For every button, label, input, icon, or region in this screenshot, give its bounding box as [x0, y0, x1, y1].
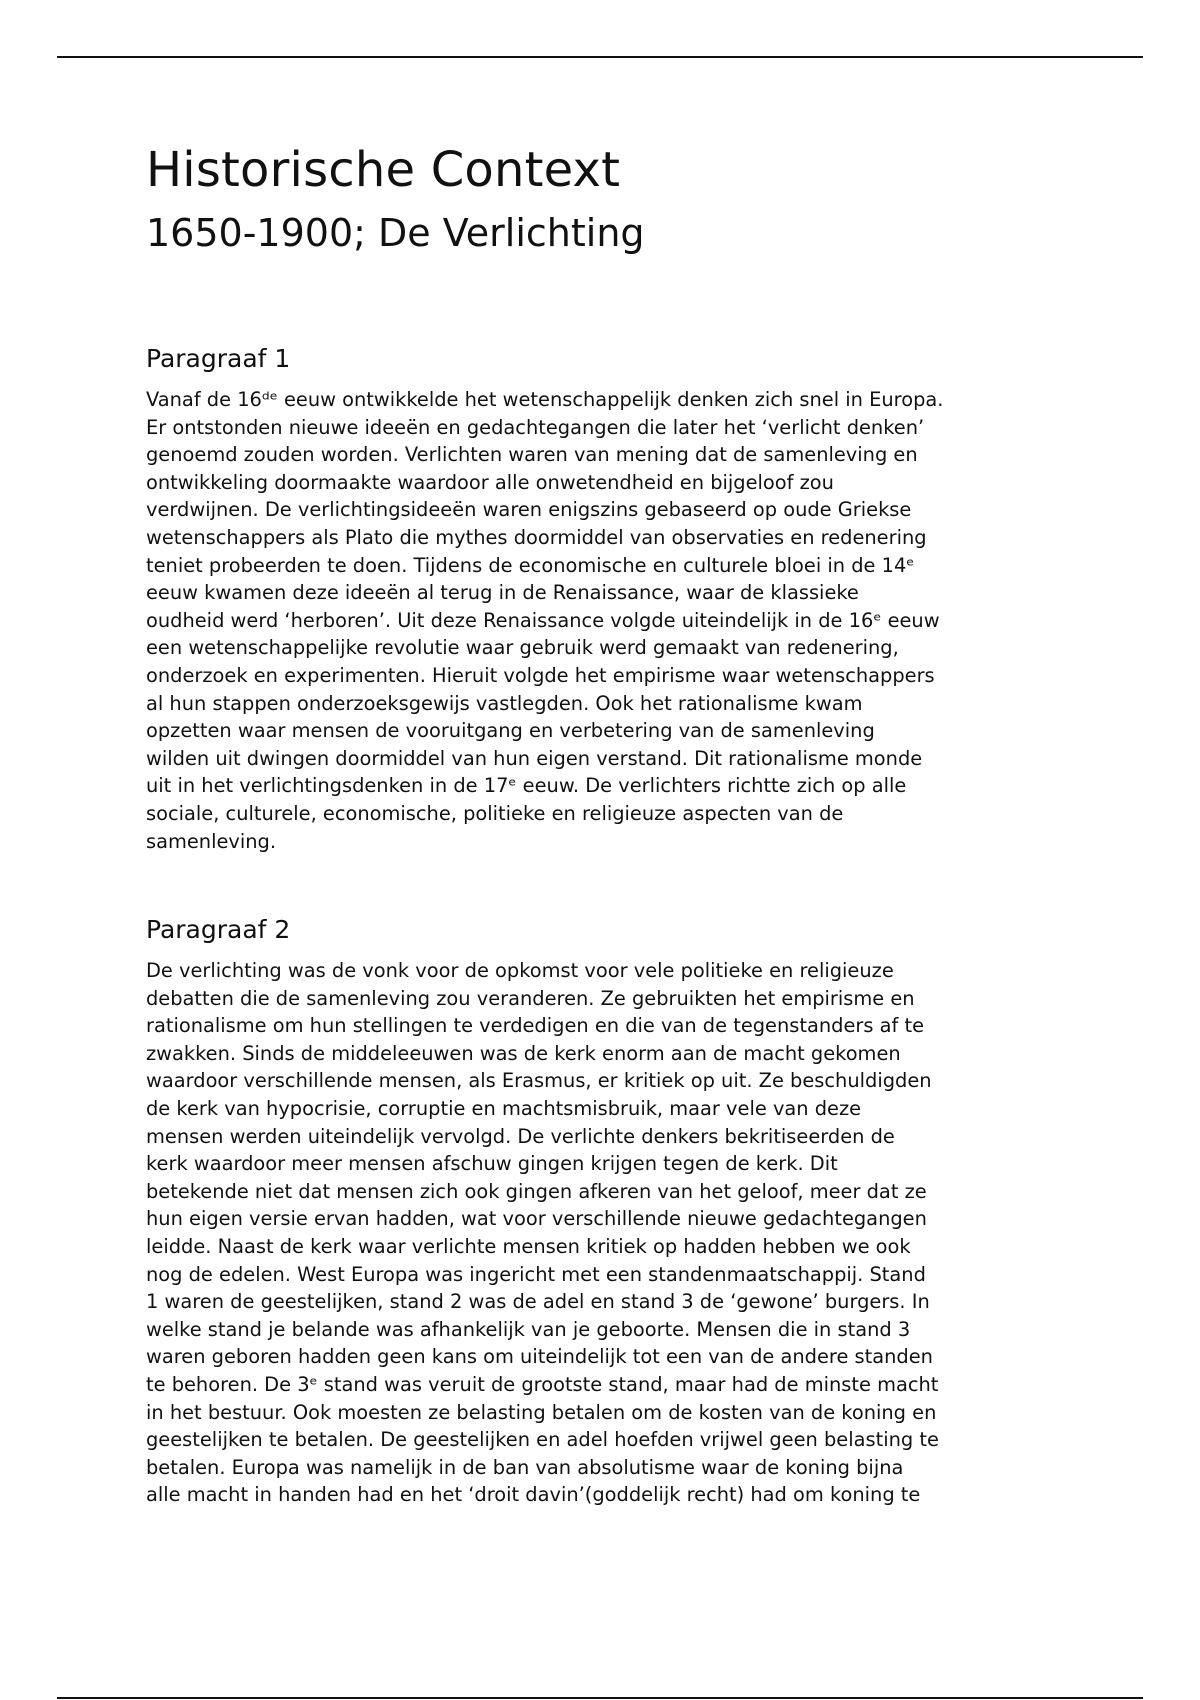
- bottom-rule: [57, 1697, 1143, 1699]
- page-subtitle: 1650-1900; De Verlichting: [146, 211, 645, 255]
- section-body-paragraaf-1: Vanaf de 16ᵈᵉ eeuw ontwikkelde het wetenschappelijk denken zich snel in Europa. Er ontstonden nieuwe ideeën en gedachtegangen die later het ‘verlicht denken’ genoemd zouden worden. Verlichten waren van mening dat de samenleving en ontwikkeling doormaakte waardoor alle onwetendheid en bijgeloof zou verdwijnen. De verlichtingsideeën waren enigszins gebaseerd op oude Griekse wetenschappers als Plato die mythes doormiddel van observaties en redenering teniet probeerden te doen. Tijdens de economische en culturele bloei in de 14ᵉ eeuw kwamen deze ideeën al terug in de Renaissance, waar de klassieke oudheid werd ‘herboren’. Uit deze Renaissance volgde uiteindelijk in de 16ᵉ eeuw een wetenschappelijke revolutie waar gebruik werd gemaakt van redenering, onderzoek en experimenten. Hieruit volgde het empirisme waar wetenschappers al hun stappen onderzoeksgewijs vastlegden. Ook het rationalisme kwam opzetten waar mensen de vooruitgang en verbetering van de samenleving wilden uit dwingen doormiddel van hun eigen verstand. Dit rationalisme monde uit in het verlichtingsdenken in de 17ᵉ eeuw. De verlichters richtte zich op alle sociale, culturele, economische, politieke en religieuze aspecten van de samenleving.: [146, 388, 944, 853]
- section-heading-paragraaf-1: Paragraaf 1: [146, 344, 291, 373]
- document-body: [146, 138, 1066, 1509]
- page-title: Historische Context: [146, 142, 621, 198]
- section-body-paragraaf-2: De verlichting was de vonk voor de opkomst voor vele politieke en religieuze debatten die de samenleving zou veranderen. Ze gebruikten het empirisme en rationalisme om hun stellingen te verdedigen en die van de tegenstanders af te zwakken. Sinds de middeleeuwen was de kerk enorm aan de macht gekomen waardoor verschillende mensen, als Erasmus, er kritiek op uit. Ze beschuldigden de kerk van hypocrisie, corruptie en machtsmisbruik, maar vele van deze mensen werden uiteindelijk vervolgd. De verlichte denkers bekritiseerden de kerk waardoor meer mensen afschuw gingen krijgen tegen de kerk. Dit betekende niet dat mensen zich ook gingen afkeren van het geloof, meer dat ze hun eigen versie ervan hadden, wat voor verschillende nieuwe gedachtegangen leidde. Naast de kerk waar verlichte mensen kritiek op hadden hebben we ook nog de edelen. West Europa was ingericht met een standenmaatschappij. Stand 1 waren de geestelijken, stand 2 was de adel en stand 3 de ‘gewone’ burgers. In welke stand je belande was afhankelijk van je geboorte. Mensen die in stand 3 waren geboren hadden geen kans om uiteindelijk tot een van de andere standen te behoren. De 3ᵉ stand was veruit de grootste stand, maar had de minste macht in het bestuur. Ook moesten ze belasting betalen om de kosten van de koning en geestelijken te betalen. De geestelijken en adel hoefden vrijwel geen belasting te betalen. Europa was namelijk in de ban van absolutisme waar de koning bijna alle macht in handen had en het ‘droit davin’(goddelijk recht) had om koning te: [146, 959, 939, 1507]
- top-rule: [57, 56, 1143, 58]
- section-heading-paragraaf-2: Paragraaf 2: [146, 915, 291, 945]
